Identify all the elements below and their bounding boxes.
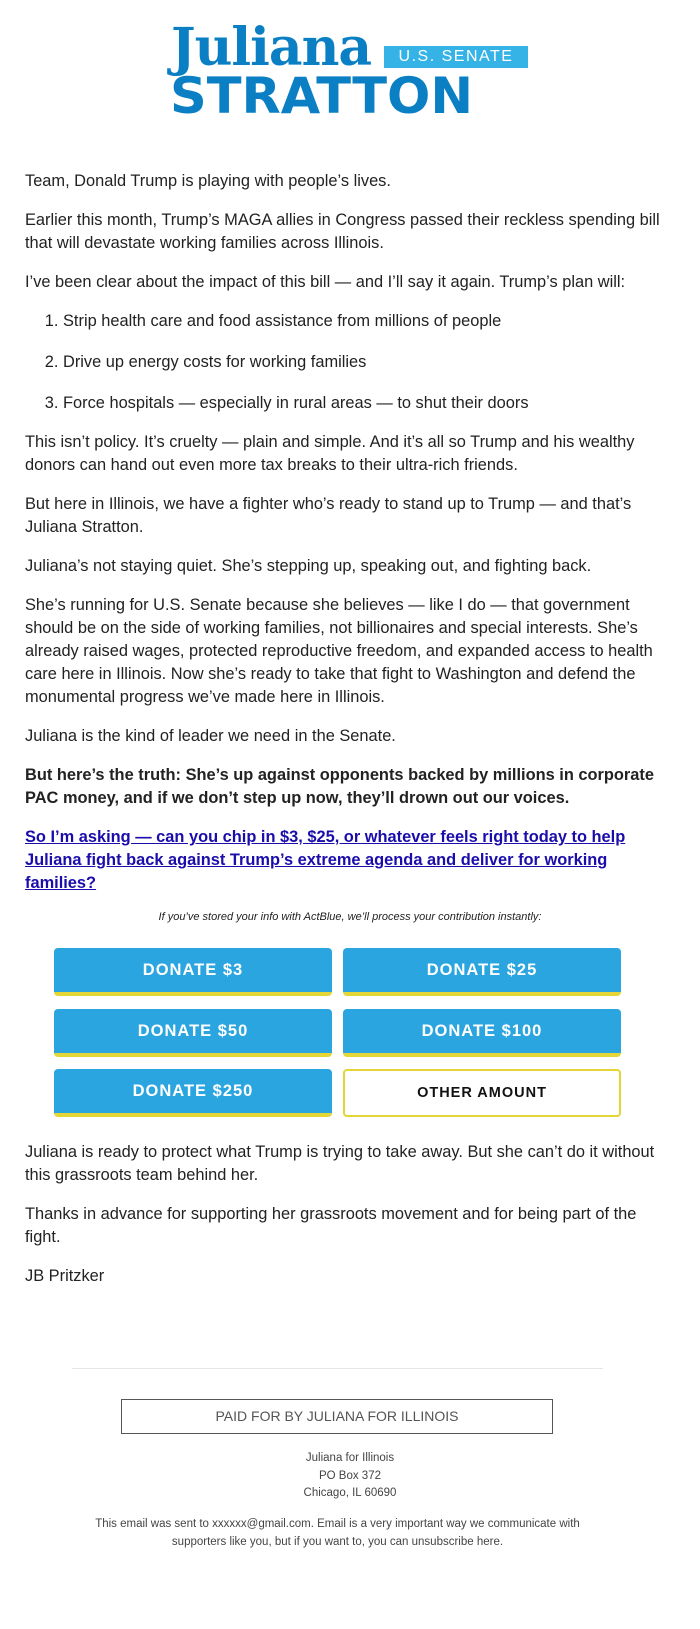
paragraph: But here in Illinois, we have a fighter who’s ready to stand up to Trump — and that’s Juliana Stratton.	[25, 495, 632, 536]
footer-text: . Email is a very important way we communicate with supporters like you, but if you want to, you can	[171, 1518, 580, 1548]
other-amount-button[interactable]: OTHER AMOUNT	[343, 1069, 621, 1117]
paragraph: Juliana is ready to protect what Trump is trying to take away. But she can’t do it without this grassroots team behind her.	[25, 1143, 655, 1184]
donate-100-button[interactable]: DONATE $100	[343, 1009, 621, 1057]
logo-first-name: Juliana	[171, 17, 372, 78]
list-item: 2. Drive up energy costs for working families	[63, 351, 675, 374]
donate-250-button[interactable]: DONATE $250	[54, 1069, 332, 1117]
paragraph: Thanks in advance for supporting her grassroots movement and for being part of the fight.	[25, 1205, 637, 1246]
paragraph: Juliana’s not staying quiet. She’s stepping up, speaking out, and fighting back.	[25, 557, 592, 575]
donate-3-button[interactable]: DONATE $3	[54, 948, 332, 996]
signature: JB Pritzker	[25, 1267, 105, 1285]
footer-divider	[72, 1368, 603, 1369]
paid-for-disclaimer: PAID FOR BY JULIANA FOR ILLINOIS	[121, 1399, 553, 1434]
list-item: 3. Force hospitals — especially in rural areas — to shut their doors	[63, 392, 675, 415]
bold-paragraph: But here’s the truth: She’s up against opponents backed by millions in corporate PAC money, and if we don’t step up now, they’ll drown out our voices.	[25, 766, 654, 807]
logo-senate-tag: U.S. SENATE	[384, 46, 528, 68]
campaign-logo	[0, 17, 700, 130]
logo-wordmark	[170, 17, 531, 130]
donate-25-button[interactable]: DONATE $25	[343, 948, 621, 996]
paragraph: This isn’t policy. It’s cruelty — plain and simple. And it’s all so Trump and his wealthy donors can hand out even more tax breaks to their ultra-rich friends.	[25, 433, 635, 474]
unsubscribe-link[interactable]: unsubscribe here	[411, 1536, 500, 1548]
address-line: Chicago, IL 60690	[303, 1487, 397, 1499]
actblue-note: If you’ve stored your info with ActBlue, we’ll process your contribution instantly:	[158, 911, 542, 923]
footer-text: .	[499, 1536, 504, 1548]
address-line: PO Box 372	[318, 1469, 381, 1482]
footer-notice	[80, 1515, 595, 1551]
recipient-email-link[interactable]: xxxxxx@gmail.com	[212, 1518, 311, 1530]
logo-last-name: STRATTON	[170, 67, 474, 125]
footer-text: This email was sent to	[95, 1518, 213, 1530]
email-body	[25, 170, 675, 895]
closing-copy	[25, 1141, 675, 1304]
mailing-address	[0, 1450, 700, 1503]
paragraph: I’ve been clear about the impact of this bill — and I’ll say it again. Trump’s plan will:	[25, 273, 626, 291]
list-item: 1. Strip health care and food assistance from millions of people	[63, 310, 675, 333]
address-line: Juliana for Illinois	[305, 1452, 395, 1464]
donate-50-button[interactable]: DONATE $50	[54, 1009, 332, 1057]
paragraph: She’s running for U.S. Senate because she believes — like I do — that government should be on the side of working families, not billionaires and special interests. She’s already raised wages, protected reproductive freedom, and expanded access to health care here in Illinois. Now she’s ready to take that fight to Washington and defend the monumental progress we’ve made here in Illinois.	[25, 596, 653, 706]
donate-ask-link[interactable]: So I’m asking — can you chip in $3, $25, or whatever feels right today to help Juliana fight back against Trump’s extreme agenda and deliver for working families?	[25, 828, 626, 892]
paragraph: Team, Donald Trump is playing with people’s lives.	[25, 172, 391, 190]
impact-list	[25, 310, 675, 415]
paragraph: Earlier this month, Trump’s MAGA allies in Congress passed their reckless spending bill that will devastate working families across Illinois.	[25, 211, 660, 252]
paragraph: Juliana is the kind of leader we need in the Senate.	[25, 727, 396, 745]
